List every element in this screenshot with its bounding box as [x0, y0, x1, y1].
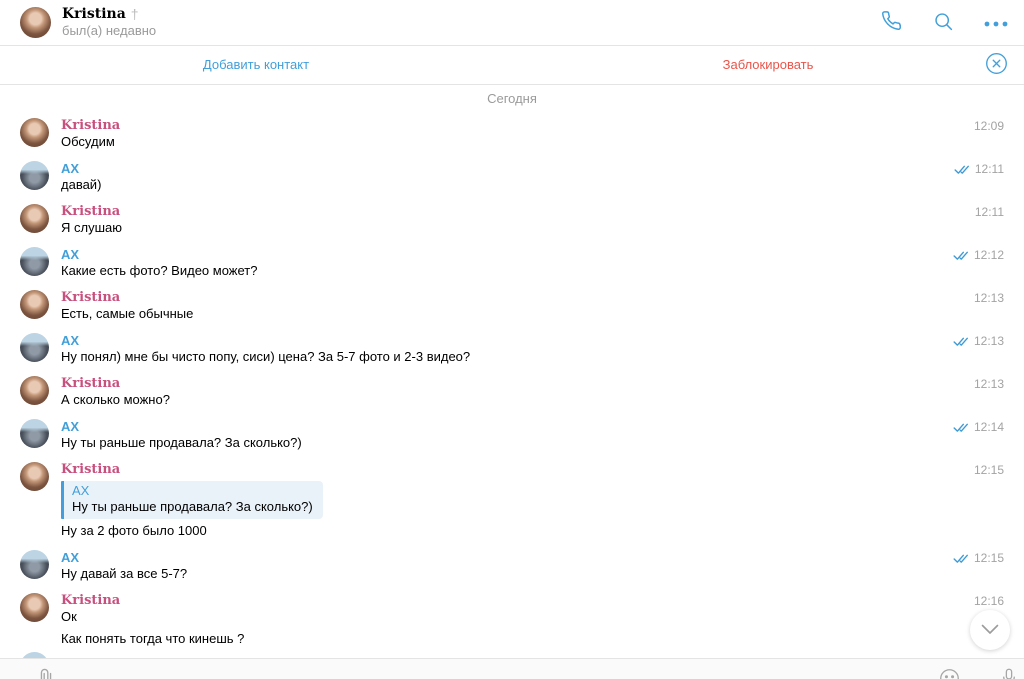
sender-name[interactable]: AX [61, 550, 80, 565]
read-receipt-icon [954, 164, 971, 175]
avatar[interactable] [20, 161, 49, 190]
sender-name[interactable]: Kristina [61, 290, 121, 305]
peer-name-suffix: † [130, 5, 139, 22]
search-icon [933, 11, 954, 35]
avatar[interactable] [20, 118, 49, 147]
sender-name[interactable]: AX [61, 333, 80, 348]
message-row[interactable] [20, 118, 1004, 150]
message-text: Ну за 2 фото было 1000 [61, 523, 207, 538]
read-receipt-icon [953, 422, 970, 433]
message-row[interactable] [20, 290, 1004, 322]
block-user-button[interactable]: Заблокировать [722, 57, 814, 72]
date-divider: Сегодня [487, 91, 537, 106]
message-text: Как понять тогда что кинешь ? [61, 631, 245, 646]
timestamp: 12:11 [974, 162, 1004, 176]
message-input-bar[interactable] [0, 658, 1024, 679]
avatar[interactable] [20, 462, 49, 491]
timestamp: 12:15 [973, 551, 1004, 565]
sender-name[interactable]: AX [61, 247, 80, 262]
read-receipt-icon [953, 553, 970, 564]
avatar[interactable] [20, 550, 49, 579]
message-text: Ну давай за все 5-7? [61, 566, 188, 581]
avatar[interactable] [20, 204, 49, 233]
message-text: Я слушаю [61, 220, 122, 235]
timestamp: 12:12 [973, 248, 1004, 262]
message-row[interactable] [20, 247, 1004, 279]
timestamp: 12:11 [974, 205, 1004, 219]
avatar[interactable] [20, 290, 49, 319]
message-row[interactable] [20, 462, 1004, 539]
sender-name[interactable]: AX [61, 161, 80, 176]
add-contact-button[interactable]: Добавить контакт [202, 57, 310, 72]
close-bar-button[interactable] [985, 52, 1008, 78]
chevron-down-icon [981, 623, 999, 638]
message-row[interactable] [20, 204, 1004, 236]
sender-name[interactable]: AX [61, 419, 80, 434]
avatar[interactable] [20, 333, 49, 362]
avatar[interactable] [20, 419, 49, 448]
microphone-icon[interactable] [1002, 668, 1016, 679]
phone-icon [881, 10, 903, 35]
message-row[interactable] [20, 161, 1004, 193]
peer-info[interactable] [62, 7, 156, 39]
sender-name[interactable]: Kristina [61, 462, 121, 477]
chat-header [0, 0, 1024, 46]
message-list [20, 118, 1004, 660]
search-button[interactable] [933, 11, 954, 35]
read-receipt-icon [953, 250, 970, 261]
message-row[interactable] [20, 631, 1004, 660]
more-button[interactable] [984, 15, 1008, 30]
message-history[interactable] [0, 91, 1024, 660]
timestamp: 12:13 [973, 334, 1004, 348]
reply-text: Ну ты раньше продавала? За сколько?) [72, 499, 313, 514]
call-button[interactable] [881, 10, 903, 35]
avatar[interactable] [20, 593, 49, 622]
message-text: А сколько можно? [61, 392, 170, 407]
sender-name[interactable]: Kristina [61, 376, 121, 391]
timestamp: 12:14 [973, 420, 1004, 434]
attach-icon[interactable] [36, 668, 56, 679]
timestamp: 12:13 [973, 291, 1004, 305]
contact-action-bar [0, 46, 1024, 85]
message-text: Ну ты раньше продавала? За сколько?) [61, 435, 302, 450]
avatar[interactable] [20, 376, 49, 405]
peer-status: был(а) недавно [62, 23, 157, 39]
sender-name[interactable]: Kristina [61, 593, 121, 608]
timestamp: 12:09 [973, 119, 1004, 133]
avatar[interactable] [20, 247, 49, 276]
message-row[interactable] [20, 419, 1004, 451]
message-text: Есть, самые обычные [61, 306, 194, 321]
emoji-icon[interactable] [939, 668, 960, 679]
timestamp: 12:13 [973, 377, 1004, 391]
scroll-to-bottom-button[interactable] [970, 610, 1010, 650]
message-row[interactable] [20, 593, 1004, 625]
message-row[interactable] [20, 550, 1004, 582]
sender-name[interactable]: Kristina [61, 204, 121, 219]
message-text: Обсудим [61, 134, 115, 149]
reply-author: AX [72, 483, 90, 498]
more-icon [984, 15, 1008, 30]
message-text: давай) [61, 177, 102, 192]
message-text: Какие есть фото? Видео может? [61, 263, 258, 278]
sender-name[interactable]: Kristina [61, 118, 121, 133]
peer-avatar[interactable] [20, 7, 51, 38]
timestamp: 12:15 [973, 463, 1004, 477]
peer-name: Kristina [62, 5, 126, 22]
close-circle-icon [985, 52, 1008, 78]
read-receipt-icon [953, 336, 970, 347]
message-row[interactable] [20, 376, 1004, 408]
message-text: Ок [61, 609, 77, 624]
timestamp: 12:16 [973, 594, 1004, 608]
message-text: Ну понял) мне бы чисто попу, сиси) цена? За 5-7 фото и 2-3 видео? [61, 349, 471, 364]
reply-quote[interactable] [61, 481, 323, 519]
message-row[interactable] [20, 333, 1004, 365]
